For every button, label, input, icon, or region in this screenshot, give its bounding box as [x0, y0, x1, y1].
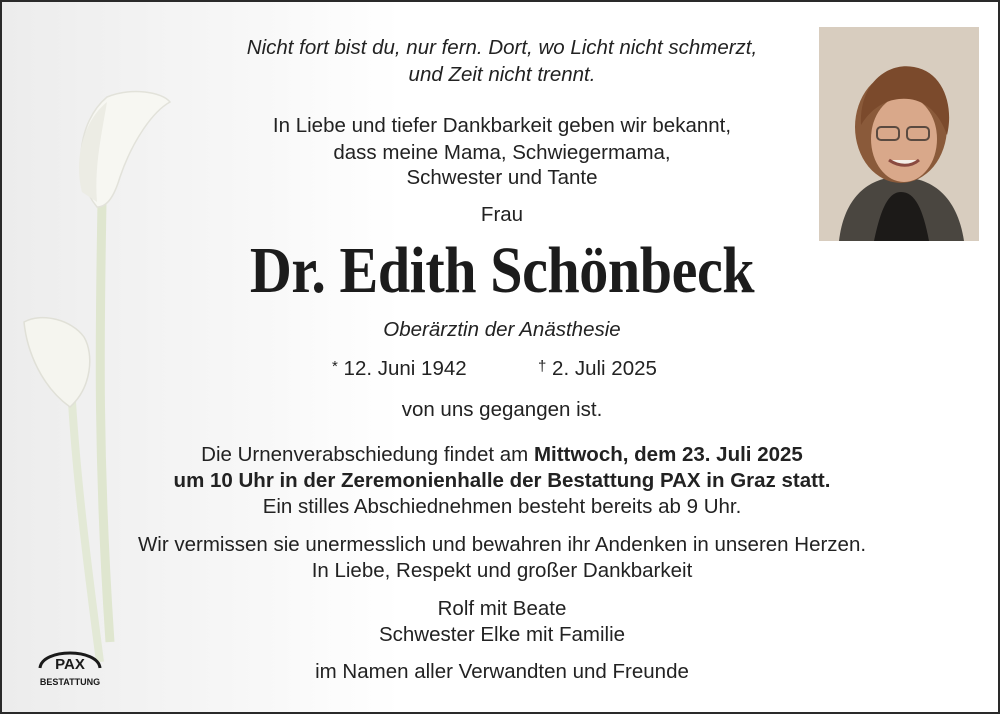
death-date	[538, 356, 657, 382]
intro-line-2: dass meine Mama, Schwiegermama,	[333, 141, 671, 164]
ceremony-line-2	[2, 468, 1000, 494]
birth-date-text: 12. Juni 1942	[343, 357, 467, 380]
death-symbol: †	[538, 358, 547, 375]
relatives-line: im Namen aller Verwandten und Freunde	[315, 660, 689, 683]
verse-line-1: Nicht fort bist du, nur fern. Dort, wo Licht nicht schmerzt,	[246, 36, 758, 59]
profession: Oberärztin der Anästhesie	[383, 318, 621, 341]
mourner-1: Rolf mit Beate	[437, 597, 567, 620]
verse-line-2: und Zeit nicht trennt.	[408, 63, 596, 86]
ceremony-prefix: Die Urnenverabschiedung findet am	[201, 443, 529, 466]
ceremony-location: um 10 Uhr in der Zeremonienhalle der Bestattung PAX in Graz statt.	[173, 469, 831, 492]
logo-subtitle: BESTATTUNG	[39, 677, 101, 687]
deceased-name: Dr. Edith Schönbeck	[249, 234, 755, 307]
salutation: Frau	[480, 203, 524, 226]
death-date-text: 2. Juli 2025	[552, 357, 657, 380]
mourner-2: Schwester Elke mit Familie	[378, 623, 626, 646]
ceremony-date: Mittwoch, dem 23. Juli 2025	[533, 443, 803, 466]
passed-line: von uns gegangen ist.	[401, 398, 603, 421]
logo-brand: PAX	[55, 656, 85, 673]
ceremony-line-3: Ein stilles Abschiednehmen besteht bereits ab 9 Uhr.	[262, 495, 742, 518]
ceremony-line-1	[2, 442, 1000, 468]
closing-line-2: In Liebe, Respekt und großer Dankbarkeit	[311, 559, 693, 582]
birth-symbol: *	[332, 358, 338, 375]
birth-date	[332, 356, 467, 382]
intro-line-3: Schwester und Tante	[406, 166, 598, 189]
intro-line-1: In Liebe und tiefer Dankbarkeit geben wir bekannt,	[272, 114, 732, 137]
pax-bestattung-logo	[32, 638, 108, 692]
closing-line-1: Wir vermissen sie unermesslich und bewahren ihr Andenken in unseren Herzen.	[137, 533, 867, 556]
